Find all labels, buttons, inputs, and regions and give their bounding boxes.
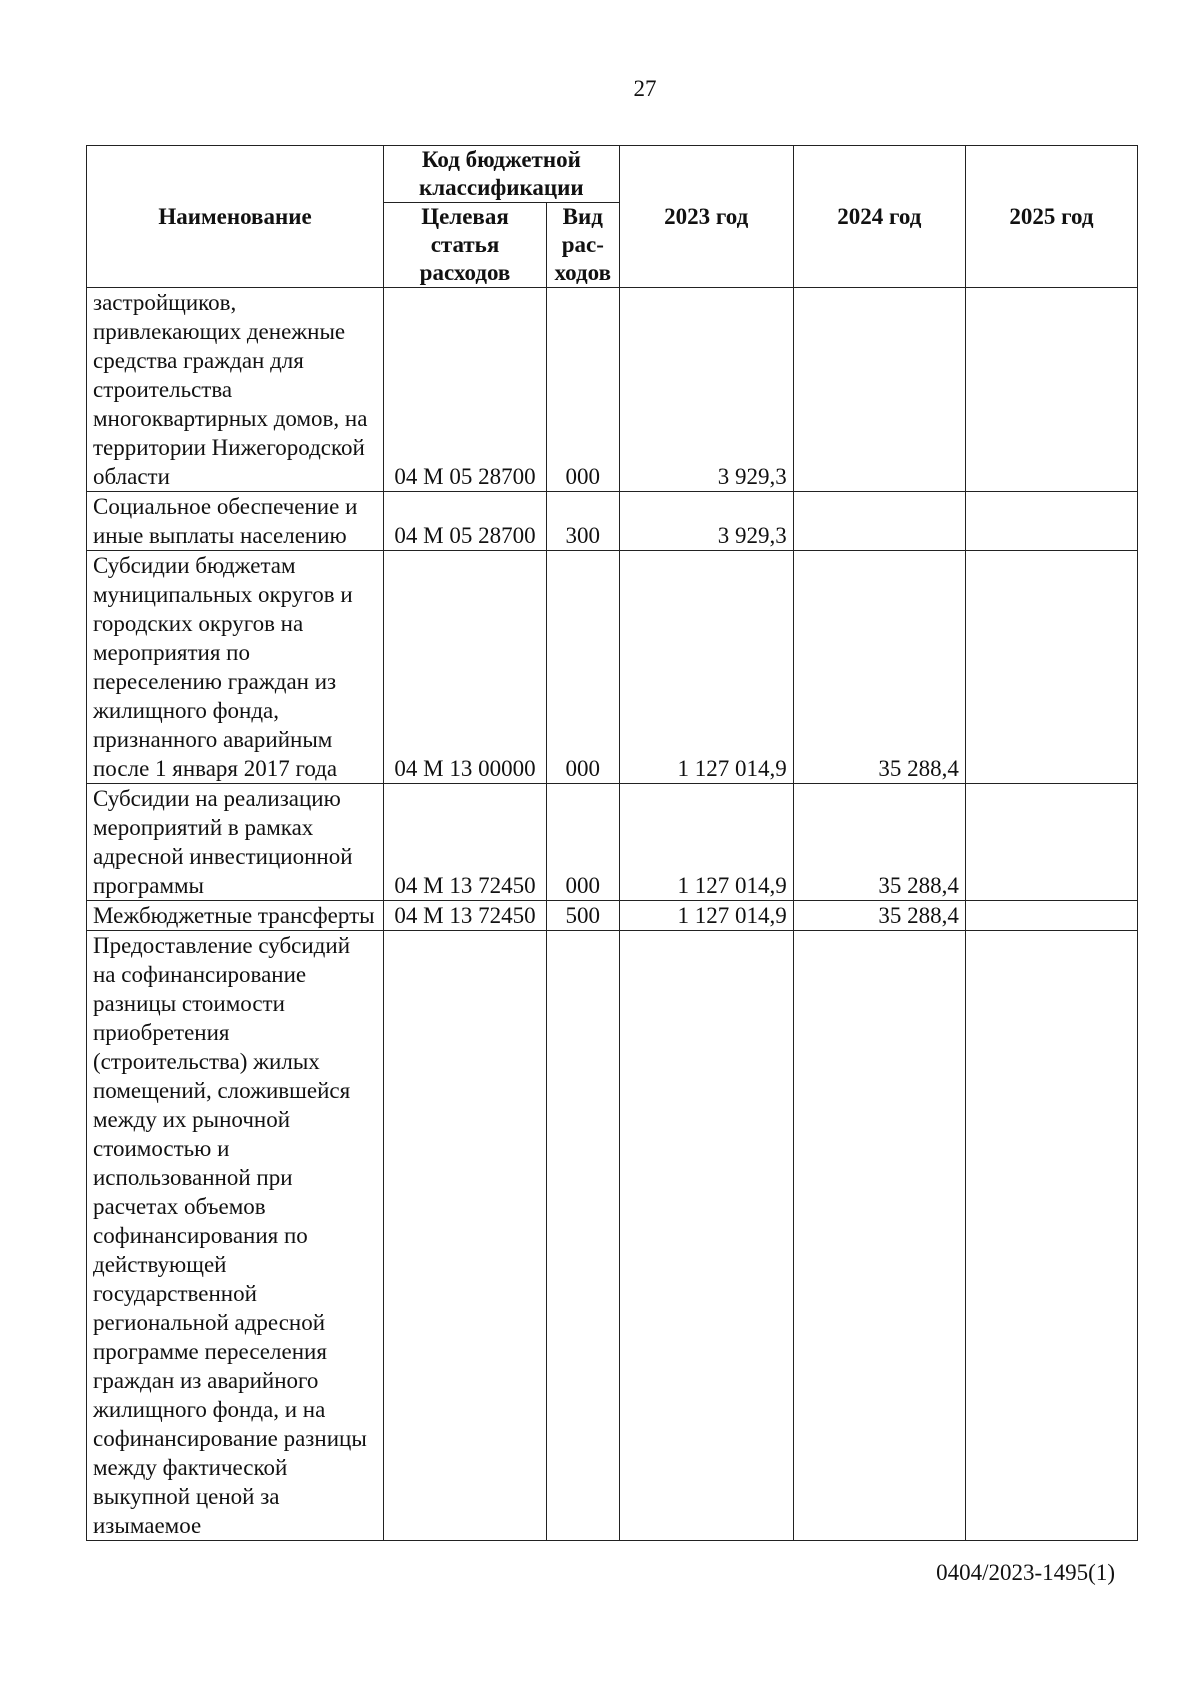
row-target-article: 04 М 05 28700 (384, 288, 547, 492)
row-expense-type: 000 (546, 784, 619, 901)
table-row (87, 492, 1138, 551)
row-2025 (965, 288, 1137, 492)
table-row (87, 931, 1138, 1541)
row-expense-type (546, 931, 619, 1541)
budget-table (86, 145, 1138, 1541)
row-2024: 35 288,4 (793, 784, 965, 901)
row-name: Межбюджетные трансферты (87, 901, 384, 931)
row-name: Социальное обеспечение и иные выплаты населению (87, 492, 384, 551)
row-target-article: 04 М 13 72450 (384, 901, 547, 931)
header-2024: 2024 год (793, 146, 965, 288)
row-2024 (793, 288, 965, 492)
row-expense-type: 000 (546, 288, 619, 492)
row-name: застройщиков, привлекающих денежные средства граждан для строительства многоквартирных домов, на территории Нижегородской области (87, 288, 384, 492)
row-2025 (965, 784, 1137, 901)
document-id: 0404/2023-1495(1) (936, 1560, 1115, 1585)
header-expense-type: Вид рас-ходов (546, 203, 619, 288)
row-name: Субсидии бюджетам муниципальных округов и городских округов на мероприятия по переселению граждан из жилищного фонда, признанного аварийным после 1 января 2017 года (87, 551, 384, 784)
page-number: 27 (633, 76, 657, 101)
row-target-article (384, 931, 547, 1541)
table-row (87, 551, 1138, 784)
header-2025: 2025 год (965, 146, 1137, 288)
row-name: Предоставление субсидий на софинансирование разницы стоимости приобретения (строительства) жилых помещений, сложившейся между их рыночной стоимостью и использованной при расчетах объемов софинансирования по действующей государственной региональной адресной программе переселения граждан из аварийного жилищного фонда, и на софинансирование разницы между фактической выкупной ценой за изымаемое (87, 931, 384, 1541)
header-name: Наименование (87, 146, 384, 288)
row-2023: 1 127 014,9 (619, 784, 793, 901)
row-2025 (965, 551, 1137, 784)
row-2024 (793, 492, 965, 551)
header-target-article: Целевая статья расходов (384, 203, 547, 288)
row-target-article: 04 М 05 28700 (384, 492, 547, 551)
row-name: Субсидии на реализацию мероприятий в рамках адресной инвестиционной программы (87, 784, 384, 901)
row-expense-type: 500 (546, 901, 619, 931)
row-2024: 35 288,4 (793, 901, 965, 931)
table-row (87, 784, 1138, 901)
row-2023: 3 929,3 (619, 288, 793, 492)
header-2023: 2023 год (619, 146, 793, 288)
header-row-top (87, 146, 1138, 203)
row-2023: 3 929,3 (619, 492, 793, 551)
row-2024 (793, 931, 965, 1541)
row-expense-type: 000 (546, 551, 619, 784)
row-2023 (619, 931, 793, 1541)
row-target-article: 04 М 13 72450 (384, 784, 547, 901)
table-row (87, 288, 1138, 492)
row-2024: 35 288,4 (793, 551, 965, 784)
row-2025 (965, 931, 1137, 1541)
row-2023: 1 127 014,9 (619, 901, 793, 931)
row-2025 (965, 492, 1137, 551)
row-target-article: 04 М 13 00000 (384, 551, 547, 784)
header-code-group: Код бюджетной классификации (384, 146, 620, 203)
table-row (87, 901, 1138, 931)
row-2025 (965, 901, 1137, 931)
row-2023: 1 127 014,9 (619, 551, 793, 784)
row-expense-type: 300 (546, 492, 619, 551)
